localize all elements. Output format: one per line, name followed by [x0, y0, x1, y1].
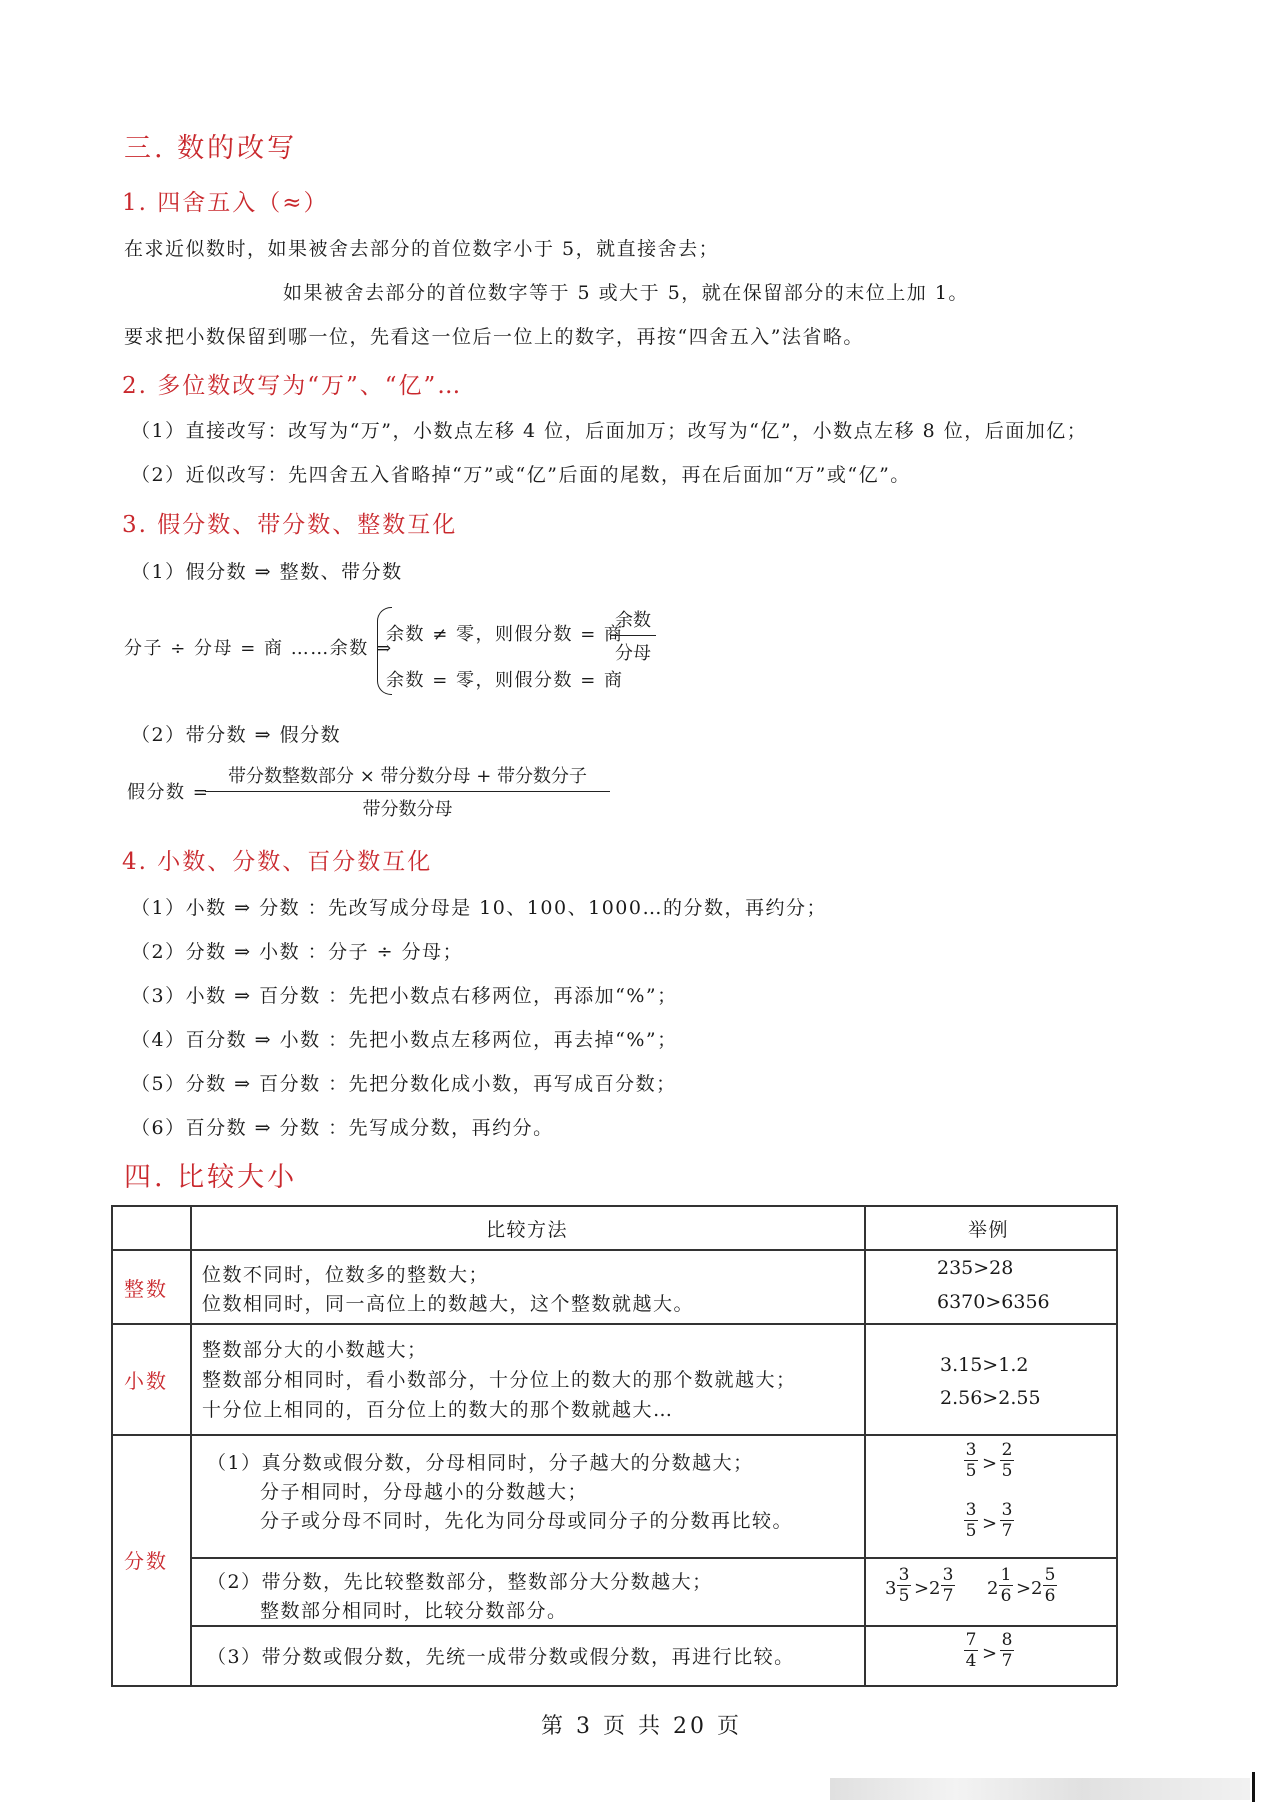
decimal-method-3: 十分位上相同的，百分位上的数大的那个数就越大…	[202, 1399, 674, 1421]
subsection-1-title: 1. 四舍五入（≈）	[122, 190, 329, 216]
formula-2-left: 假分数 =	[127, 782, 210, 803]
ex1a-fraction-2: 2 5	[1001, 1440, 1013, 1481]
ex1b-fraction-2: 3 7	[1001, 1500, 1013, 1541]
rewrite-line-1: （1）直接改写：改写为“万”，小数点左移 4 位，后面加万；改写为“亿”，小数点左移 8 位，后面加亿；	[131, 420, 1088, 442]
decimal-example-2: 2.56>2.55	[940, 1387, 1041, 1409]
greater-than-sign: >	[914, 1578, 930, 1599]
table-divider	[190, 1205, 192, 1686]
ex2b-whole-1: 2	[987, 1578, 999, 1599]
formula-1-fraction	[610, 606, 656, 665]
table-divider	[190, 1557, 1117, 1559]
improper-item-2: （2）带分数 ⇒ 假分数	[131, 724, 342, 746]
section-3-title: 三. 数的改写	[124, 133, 298, 164]
greater-than-sign: >	[982, 1643, 998, 1664]
integer-example-1: 235>28	[937, 1257, 1014, 1279]
page-footer: 第 3 页 共 20 页	[541, 1714, 742, 1739]
greater-than-sign: >	[982, 1453, 998, 1474]
ex3-fraction-1: 7 4	[965, 1630, 977, 1671]
ex2b-fraction-1: 1 6	[1000, 1565, 1012, 1606]
formula-1-fraction-num: 余数	[615, 610, 651, 631]
row-label-decimal: 小数	[124, 1369, 168, 1393]
table-divider	[864, 1205, 866, 1686]
rounding-line-1: 在求近似数时，如果被舍去部分的首位数字小于 5，就直接舍去；	[124, 238, 720, 260]
decimal-method-2: 整数部分相同时，看小数部分，十分位上的数大的那个数就越大；	[202, 1369, 797, 1391]
table-border	[1116, 1205, 1118, 1686]
table-border	[111, 1205, 113, 1686]
integer-example-2: 6370>6356	[937, 1291, 1050, 1313]
subsection-4-title: 4. 小数、分数、百分数互化	[122, 849, 433, 875]
convert-line-3: （3）小数 ⇒ 百分数 ：先把小数点右移两位，再添加“%”；	[131, 985, 678, 1007]
convert-line-1: （1）小数 ⇒ 分数 ：先改写成分母是 10、100、1000…的分数，再约分；	[131, 897, 827, 919]
rounding-line-3: 要求把小数保留到哪一位，先看这一位后一位上的数字，再按“四舍五入”法省略。	[124, 326, 864, 348]
header-example: 举例	[968, 1219, 1010, 1241]
row-label-integer: 整数	[124, 1277, 168, 1301]
formula-1-case-2: 余数 = 零，则假分数 = 商	[386, 670, 624, 691]
decimal-method-1: 整数部分大的小数越大；	[202, 1339, 428, 1361]
section-4-title: 四. 比较大小	[124, 1162, 298, 1193]
ex3-fraction-2: 8 7	[1001, 1630, 1013, 1671]
table-divider	[111, 1323, 1117, 1325]
table-divider	[190, 1625, 1117, 1627]
greater-than-sign: >	[982, 1513, 998, 1534]
table-border	[111, 1205, 1117, 1207]
comparison-table	[111, 1205, 1117, 1686]
scan-edge-mark	[1252, 1772, 1255, 1802]
fraction-rule-1c: 分子或分母不同时，先化为同分母或同分子的分数再比较。	[260, 1510, 794, 1532]
formula-1-case-1: 余数 ≠ 零，则假分数 = 商	[386, 624, 624, 645]
ex2a-whole-2: 2	[929, 1578, 941, 1599]
integer-method-2: 位数相同时，同一高位上的数越大，这个整数就越大。	[202, 1293, 695, 1315]
header-method: 比较方法	[486, 1219, 569, 1241]
subsection-3-title: 3. 假分数、带分数、整数互化	[122, 512, 458, 538]
table-divider	[111, 1249, 1117, 1251]
scan-artifact	[830, 1778, 1250, 1800]
greater-than-sign: >	[1016, 1578, 1032, 1599]
ex1b-fraction-1: 3 5	[965, 1500, 977, 1541]
formula-1-left: 分子 ÷ 分母 = 商 ……余数 ⇒	[124, 638, 393, 659]
ex2b-fraction-2: 5 6	[1044, 1565, 1056, 1606]
convert-line-5: （5）分数 ⇒ 百分数 ：先把分数化成小数，再写成百分数；	[131, 1073, 677, 1095]
fraction-bar	[205, 791, 610, 792]
ex1a-fraction-1: 3 5	[965, 1440, 977, 1481]
fraction-rule-1a: （1）真分数或假分数，分母相同时，分子越大的分数越大；	[207, 1452, 754, 1474]
formula-2-fraction	[205, 762, 610, 821]
fraction-rule-3: （3）带分数或假分数，先统一成带分数或假分数，再进行比较。	[207, 1646, 795, 1668]
decimal-example-1: 3.15>1.2	[940, 1354, 1029, 1376]
ex2b-whole-2: 2	[1031, 1578, 1043, 1599]
subsection-2-title: 2. 多位数改写为“万”、“亿”…	[122, 373, 463, 399]
convert-line-2: （2）分数 ⇒ 小数 ：分子 ÷ 分母；	[131, 941, 464, 963]
formula-2-den: 带分数分母	[362, 799, 453, 820]
improper-item-1: （1）假分数 ⇒ 整数、带分数	[131, 561, 403, 583]
convert-line-4: （4）百分数 ⇒ 小数 ：先把小数点左移两位，再去掉“%”；	[131, 1029, 678, 1051]
fraction-rule-2a: （2）带分数，先比较整数部分，整数部分大分数越大；	[207, 1571, 713, 1593]
table-border	[111, 1685, 1117, 1687]
fraction-rule-1b: 分子相同时，分母越小的分数越大；	[260, 1481, 589, 1503]
table-divider	[111, 1434, 1117, 1436]
ex2a-fraction-1: 3 5	[898, 1565, 910, 1606]
rounding-line-2: 如果被舍去部分的首位数字等于 5 或大于 5，就在保留部分的末位上加 1。	[283, 282, 969, 304]
ex2a-fraction-2: 3 7	[942, 1565, 954, 1606]
row-label-fraction: 分数	[124, 1549, 168, 1573]
fraction-rule-2b: 整数部分相同时，比较分数部分。	[260, 1600, 568, 1622]
formula-1-fraction-den: 分母	[615, 643, 651, 664]
formula-2-num: 带分数整数部分 × 带分数分母 + 带分数分子	[227, 766, 588, 787]
rewrite-line-2: （2）近似改写：先四舍五入省略掉“万”或“亿”后面的尾数，再在后面加“万”或“亿”。	[131, 464, 911, 486]
ex2a-whole-1: 3	[885, 1578, 897, 1599]
integer-method-1: 位数不同时，位数多的整数大；	[202, 1264, 490, 1286]
fraction-bar	[610, 635, 656, 636]
convert-line-6: （6）百分数 ⇒ 分数 ：先写成分数，再约分。	[131, 1117, 554, 1139]
